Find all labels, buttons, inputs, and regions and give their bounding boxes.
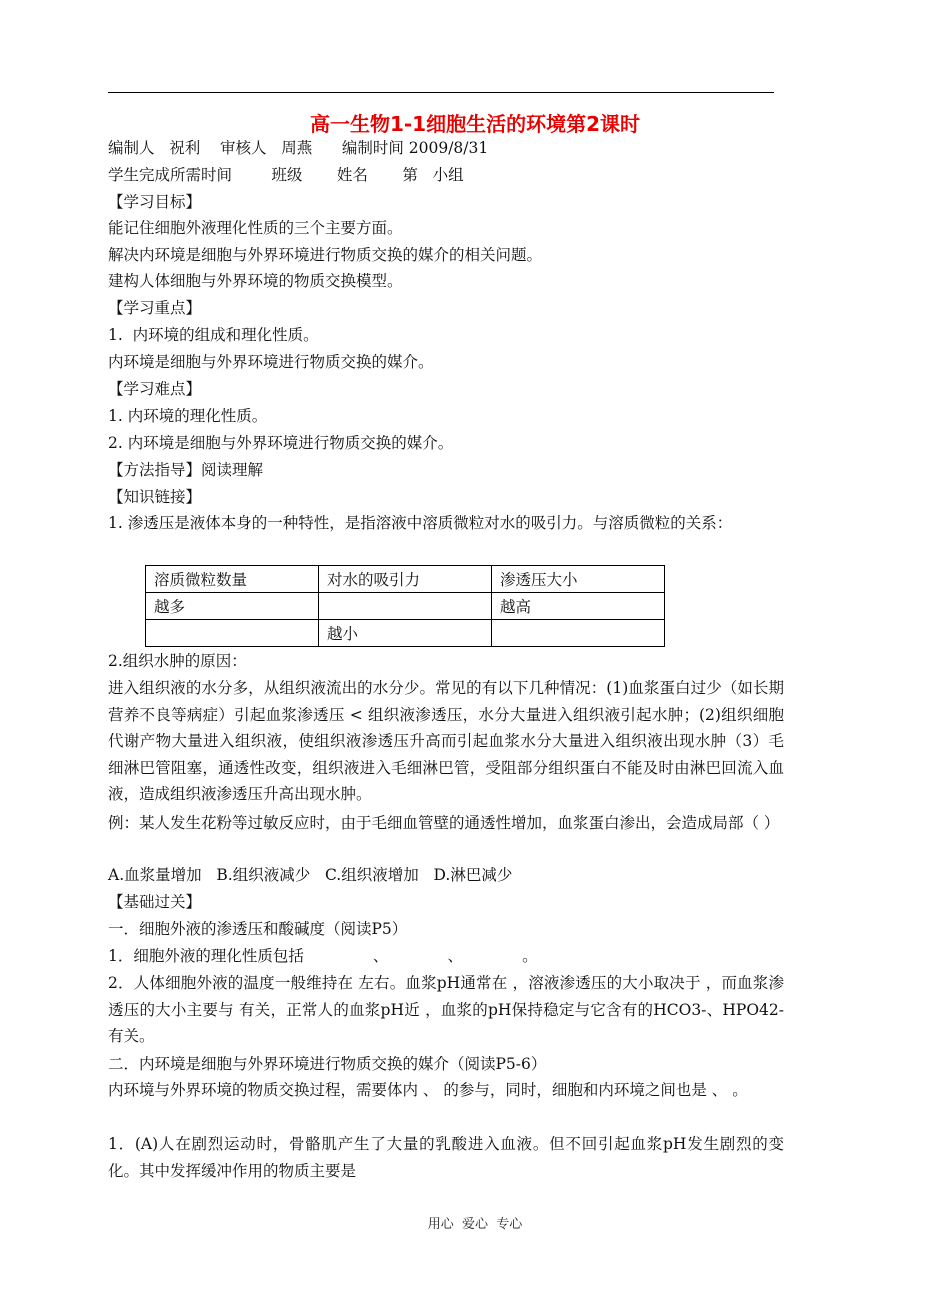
table-header-cell: 溶质微粒数量 [146, 566, 319, 593]
section-two-title: 二．内环境是细胞与外界环境进行物质交换的媒介（阅读P5-6） [108, 1055, 547, 1073]
meta-student-info: 学生完成所需时间 班级 姓名 第 小组 [108, 166, 464, 184]
osmotic-pressure-text: 1. 渗透压是液体本身的一种特性，是指溶液中溶质微粒对水的吸引力。与溶质微粒的关系： [108, 514, 733, 532]
table-cell [492, 620, 665, 647]
table-cell: 越小 [319, 620, 492, 647]
edema-heading: 2.组织水肿的原因： [108, 652, 247, 670]
page-title: 高一生物1-1细胞生活的环境第2课时 [309, 112, 641, 136]
table-row [146, 620, 665, 647]
objective-item: 解决内环境是细胞与外界环境进行物质交换的媒介的相关问题。 [108, 246, 543, 264]
method-guidance: 【方法指导】阅读理解 [108, 461, 264, 479]
table-header-row [146, 566, 665, 593]
table-cell: 越高 [492, 593, 665, 620]
section-one-title: 一．细胞外液的渗透压和酸碱度（阅读P5） [108, 920, 408, 938]
difficulty-item: 1. 内环境的理化性质。 [108, 407, 268, 425]
objective-item: 能记住细胞外液理化性质的三个主要方面。 [108, 219, 403, 237]
page-footer: 用心 爱心 专心 [427, 1217, 523, 1232]
key-point-item: 内环境是细胞与外界环境进行物质交换的媒介。 [108, 353, 434, 371]
table-cell [319, 593, 492, 620]
solute-table [145, 565, 665, 647]
edema-text: 进入组织液的水分多，从组织液流出的水分少。常见的有以下几种情况：(1)血浆蛋白过少（如长期营养不良等病症）引起血浆渗透压 < 组织液渗透压，水分大量进入组织液引起水肿；(2)组织细胞代谢产物大量进入组织液，使组织液渗透压升高而引起血浆水分大量进入组织液出现水肿（3）毛细淋巴管阻塞，通透性改变，组织液进入毛细淋巴管，受阻部分组织蛋白不能及时由淋巴回流入血液，造成组织液渗透压升高出现水肿。 [108, 679, 784, 803]
example-question: 例：某人发生花粉等过敏反应时，由于毛细血管壁的通透性增加，血浆蛋白渗出，会造成局部（ ） [108, 814, 780, 832]
key-point-item: 1. 内环境的组成和理化性质。 [108, 326, 319, 344]
question-1: 1．细胞外液的理化性质包括 、 、 。 [108, 947, 538, 965]
table-header-cell: 对水的吸引力 [319, 566, 492, 593]
table-cell [146, 620, 319, 647]
basics-heading: 【基础过关】 [108, 893, 202, 911]
table-row [146, 593, 665, 620]
key-points-heading: 【学习重点】 [108, 299, 202, 317]
question-2: 2．人体细胞外液的温度一般维持在 左右。血浆pH通常在 ，溶液渗透压的大小取决于 ，而血浆渗透压的大小主要与 有关，正常人的血浆pH近 ，血浆的pH保持稳定与它含有的HCO3-、HPO42-有关。 [108, 974, 784, 1045]
difficulty-item: 2. 内环境是细胞与外界环境进行物质交换的媒介。 [108, 434, 454, 452]
objective-item: 建构人体细胞与外界环境的物质交换模型。 [108, 272, 403, 290]
difficulties-heading: 【学习难点】 [108, 380, 202, 398]
example-options: A.血浆量增加 B.组织液减少 C.组织液增加 D.淋巴减少 [108, 866, 513, 884]
question-3: 1．(A)人在剧烈运动时，骨骼肌产生了大量的乳酸进入血液。但不回引起血浆pH发生剧烈的变化。其中发挥缓冲作用的物质主要是 [108, 1135, 784, 1180]
table-header-cell: 渗透压大小 [492, 566, 665, 593]
meta-authors: 编制人 祝利 审核人 周燕 编制时间 2009/8/31 [108, 139, 489, 157]
table-cell: 越多 [146, 593, 319, 620]
section-two-text: 内环境与外界环境的物质交换过程，需要体内 、 的参与，同时，细胞和内环境之间也是 、 。 [108, 1081, 748, 1099]
header-rule [108, 92, 774, 93]
objectives-heading: 【学习目标】 [108, 193, 202, 211]
knowledge-heading: 【知识链接】 [108, 488, 202, 506]
